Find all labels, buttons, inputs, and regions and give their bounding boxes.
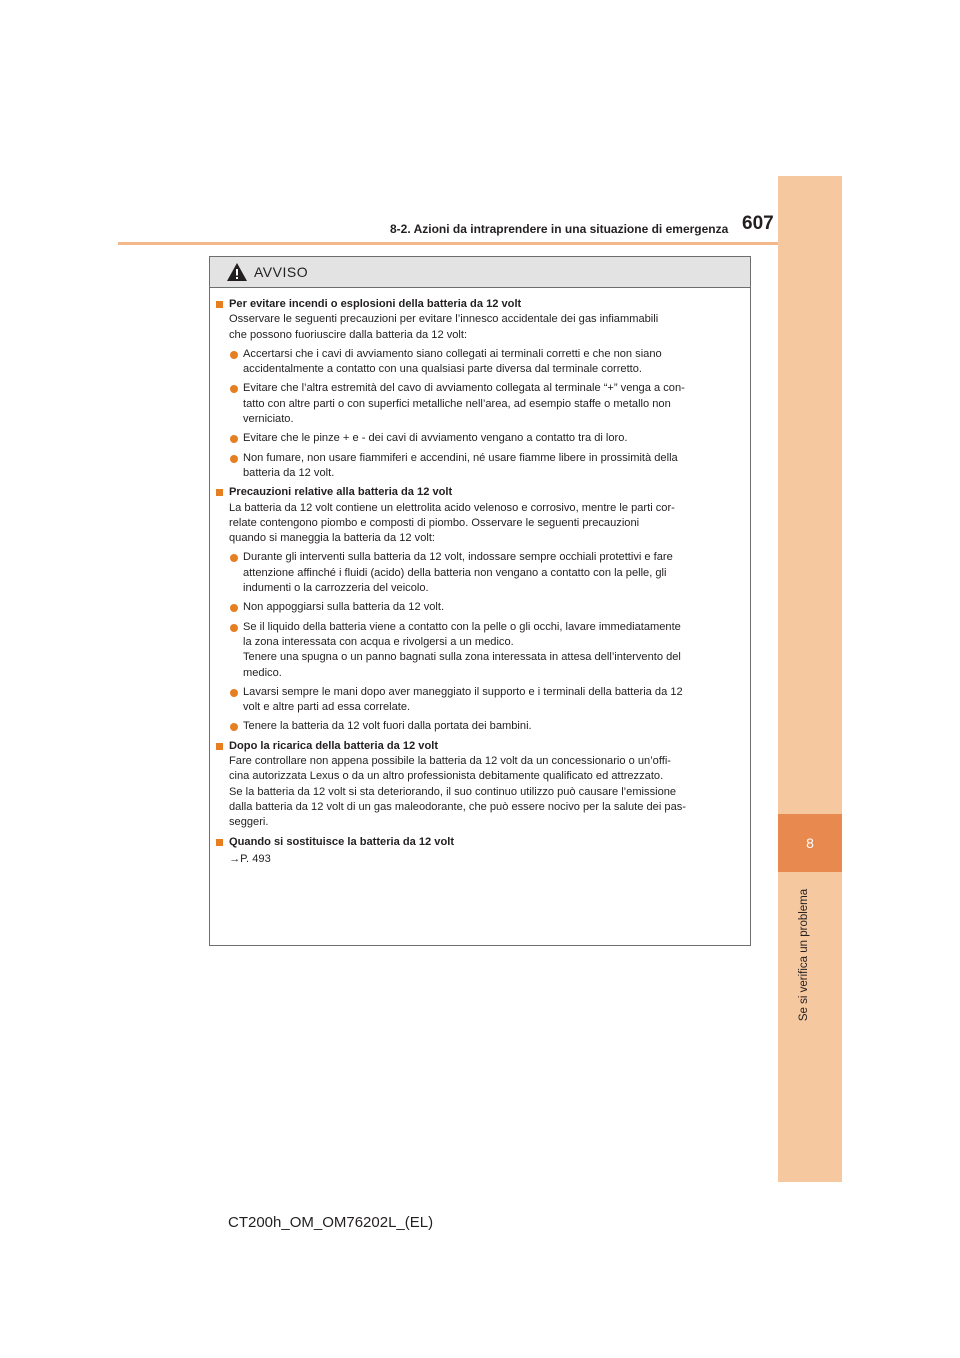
bullet-item (216, 685, 744, 716)
text-line: indumenti o la carrozzeria del veicolo. (243, 582, 429, 595)
text-line: quando si maneggia la batteria da 12 volt: (229, 532, 435, 545)
text-line: dalla batteria da 12 volt di un gas maleodorante, che può essere nocivo per la salute dei pas- (229, 800, 686, 813)
text-line: verniciato. (243, 413, 294, 426)
bullet-item (216, 381, 744, 427)
round-bullet-icon (230, 624, 238, 632)
section-heading (216, 739, 744, 754)
text-line: attenzione affinché i fluidi (acido) della batteria non vengano a contatto con la pelle, gli (243, 566, 667, 579)
text-line: batteria da 12 volt. (243, 466, 335, 479)
round-bullet-icon (230, 604, 238, 612)
text-line: Fare controllare non appena possibile la batteria da 12 volt da un concessionario o un’offi- (229, 755, 671, 768)
bullet-item (216, 719, 744, 734)
section-heading (216, 485, 744, 500)
round-bullet-icon (230, 351, 238, 359)
warning-title: AVVISO (254, 264, 309, 280)
round-bullet-icon (230, 385, 238, 393)
text-line: accidentalmente a contatto con una qualsiasi parte diversa dal terminale corretto. (243, 363, 642, 376)
text-line: Se il liquido della batteria viene a contatto con la pelle o gli occhi, lavare immediatamente (243, 620, 681, 633)
chapter-title: Se si verifica un problema (798, 888, 810, 1022)
page-reference-link[interactable]: →P. 493 (229, 852, 271, 865)
section-heading-text: Dopo la ricarica della batteria da 12 volt (229, 739, 439, 752)
round-bullet-icon (230, 554, 238, 562)
header-rule (118, 242, 778, 245)
text-line: Tenere una spugna o un panno bagnati sulla zona interessata in attesa dell’intervento del (243, 651, 681, 664)
side-chapter-tab (778, 176, 842, 1182)
warning-section (216, 835, 744, 868)
text-line: la zona interessata con acqua e rivolgersi a un medico. (243, 635, 514, 648)
bullet-item (216, 451, 744, 482)
chapter-number-badge (778, 814, 842, 872)
warning-section (216, 739, 744, 831)
text-line: Se la batteria da 12 volt si sta deteriorando, il suo continuo utilizzo può causare l’emissione (229, 785, 677, 798)
warning-box (209, 256, 751, 946)
section-heading (216, 297, 744, 312)
text-line: Durante gli interventi sulla batteria da 12 volt, indossare sempre occhiali protettivi e fare (243, 551, 673, 564)
section-intro (216, 312, 744, 343)
bullet-item (216, 600, 744, 615)
text-line: La batteria da 12 volt contiene un elettrolita acido velenoso e corrosivo, mentre le parti cor- (229, 501, 675, 514)
warning-header (210, 257, 750, 288)
section-heading-text: Per evitare incendi o esplosioni della batteria da 12 volt (229, 298, 522, 310)
text-line: cina autorizzata Lexus o da un altro professionista debitamente qualificato ed attrezzato. (229, 770, 664, 783)
bullet-item (216, 550, 744, 596)
section-title: 8-2. Azioni da intraprendere in una situazione di emergenza (390, 222, 729, 236)
section-intro (216, 754, 744, 830)
section-intro (216, 501, 744, 547)
text-line: relate contengono piombo e composti di piombo. Osservare le seguenti precauzioni (229, 516, 640, 529)
text-line: medico. (243, 666, 282, 679)
page-number: 607 (742, 213, 774, 234)
bullet-item (216, 620, 744, 681)
text-line: Tenere la batteria da 12 volt fuori dalla portata dei bambini. (243, 720, 532, 733)
text-line: tatto con altre parti o con superfici metalliche nell’area, ad esempio staffe o metallo non (243, 397, 671, 410)
chapter-number: 8 (806, 835, 814, 851)
round-bullet-icon (230, 455, 238, 463)
section-heading (216, 835, 744, 850)
text-line: Evitare che l’altra estremità del cavo di avviamento collegata al terminale “+” venga a con- (243, 382, 685, 395)
section-heading-text: Precauzioni relative alla batteria da 12 volt (229, 486, 453, 499)
warning-section (216, 485, 744, 734)
warning-body (216, 297, 744, 871)
square-bullet-icon (216, 839, 223, 846)
round-bullet-icon (230, 723, 238, 731)
text-line: Non fumare, non usare fiammiferi e accendini, né usare fiamme libere in prossimità della (243, 451, 678, 464)
square-bullet-icon (216, 489, 223, 496)
text-line: Lavarsi sempre le mani dopo aver maneggiato il supporto e i terminali della batteria da 12 (243, 685, 683, 698)
text-line: Evitare che le pinze + e - dei cavi di avviamento vengano a contatto tra di loro. (243, 432, 628, 445)
chapter-title-vertical (792, 880, 816, 1030)
round-bullet-icon (230, 689, 238, 697)
text-line: Non appoggiarsi sulla batteria da 12 volt. (243, 601, 445, 614)
warning-triangle-icon (226, 262, 248, 282)
document-code: CT200h_OM_OM76202L_(EL) (228, 1214, 434, 1231)
text-line: volt e altre parti ad essa correlate. (243, 701, 411, 714)
section-heading-text: Quando si sostituisce la batteria da 12 volt (229, 835, 455, 848)
round-bullet-icon (230, 435, 238, 443)
square-bullet-icon (216, 301, 223, 308)
text-line: seggeri. (229, 816, 269, 829)
text-line: Accertarsi che i cavi di avviamento siano collegati ai terminali corretti e che non siano (243, 347, 662, 360)
square-bullet-icon (216, 743, 223, 750)
bullet-item (216, 431, 744, 446)
text-line: Osservare le seguenti precauzioni per evitare l’innesco accidentale dei gas infiammabili (229, 313, 659, 326)
text-line: che possono fuoriuscire dalla batteria da 12 volt: (229, 328, 468, 341)
bullet-item (216, 347, 744, 378)
warning-section (216, 297, 744, 481)
